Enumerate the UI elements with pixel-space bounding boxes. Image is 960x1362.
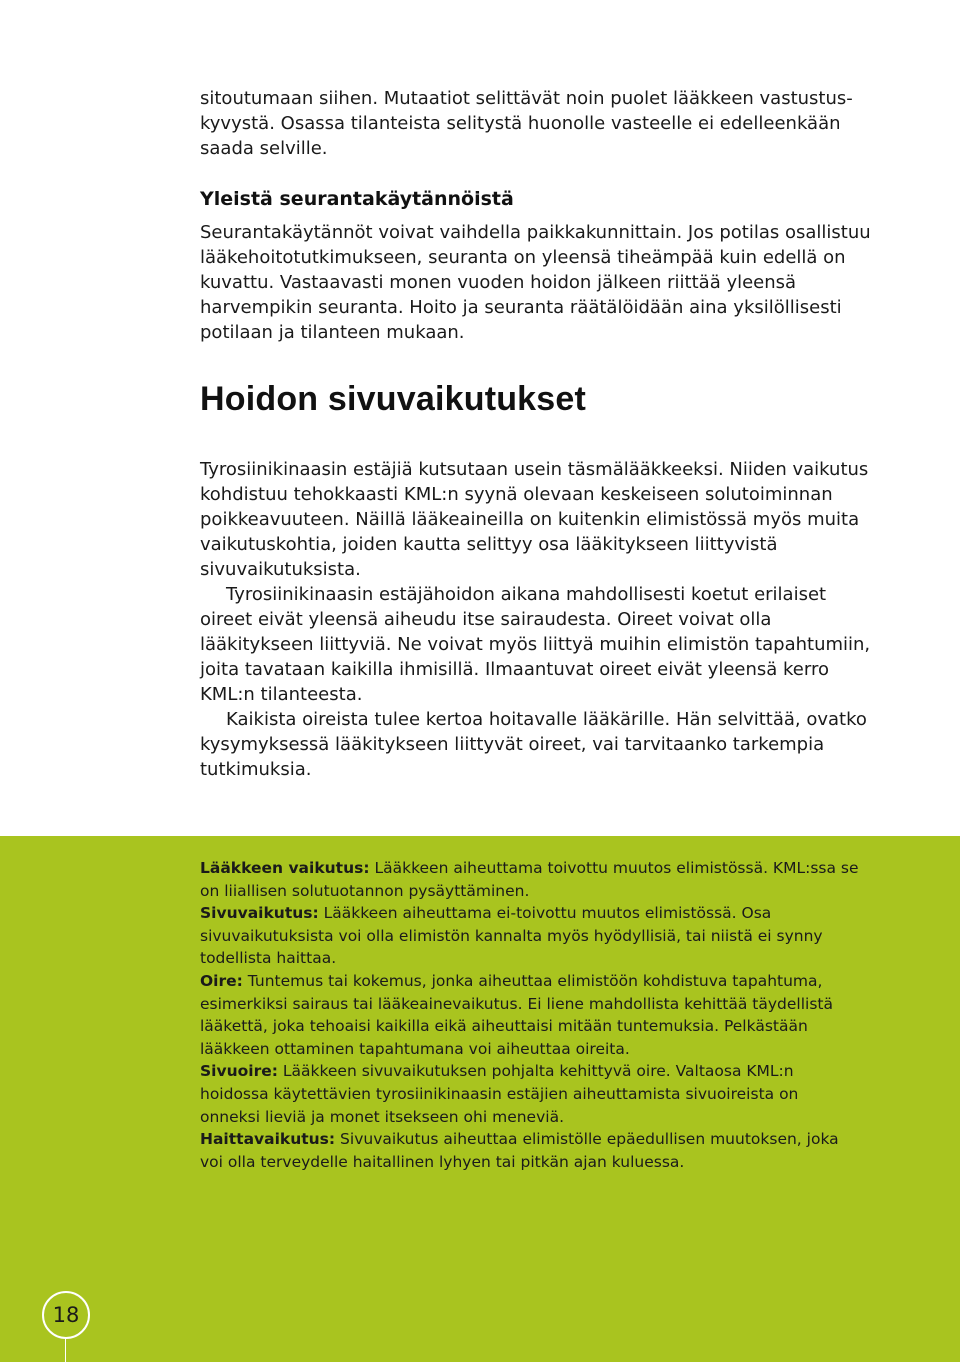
monitoring-paragraph: Seurantakäytännöt voivat vaihdella paikkakunnittain. Jos potilas osallistuu lääkehoitotutkimukseen, seuranta on yleensä tiheämpää kuin edellä on kuvattu. Vastaavasti monen vuoden hoidon jälkeen riittää yleensä harvempikin seuranta. Hoito ja seuranta räätälöidään aina yksilöllisesti potilaan ja tilanteen mukaan.: [200, 222, 871, 343]
definition-symptom: [200, 970, 860, 1060]
side-effects-paragraph-3: Kaikista oireista tulee kertoa hoitavalle lääkärille. Hän selvittää, ovatko kysymyksessä lääkitykseen liittyvät oireet, vai tarvitaanko tarkempia tutkimuksia.: [200, 709, 867, 780]
side-effects-heading: Hoidon sivuvaikutukset: [200, 380, 587, 418]
definition-text: Lääkkeen aiheuttama ei-toivottu muutos elimistössä. Osa sivuvaikutuksista voi olla elimistön kannalta myös hyödyllisiä, tai niistä ei synny todellista haittaa.: [200, 904, 823, 968]
definition-side-effect: [200, 902, 860, 970]
section-monitoring: [200, 188, 872, 345]
intro-block: [200, 86, 872, 161]
definition-text: Sivuvaikutus aiheuttaa elimistölle epäedullisen muutoksen, joka voi olla terveydelle haitallinen lyhyen tai pitkän ajan kuluessa.: [200, 1130, 839, 1171]
definition-text: Tuntemus tai kokemus, jonka aiheuttaa elimistöön kohdistuva tapahtuma, esimerkiksi sairaus tai lääkeainevaikutus. Ei liene mahdollista kehittää täydellistä lääkettä, joka tehoaisi kaikilla eikä aiheuttaisi mitään tuntemuksia. Pelkästään lääkkeen ottaminen tapahtumana voi aiheuttaa oireita.: [200, 971, 834, 1058]
definition-term: Oire:: [200, 971, 243, 990]
monitoring-heading: Yleistä seurantakäytännöistä: [200, 188, 514, 210]
definition-term: Lääkkeen vaikutus:: [200, 859, 370, 877]
definition-term: Haittavaikutus:: [200, 1130, 336, 1149]
section-side-effects: [200, 380, 872, 782]
definition-term: Sivuvaikutus:: [200, 904, 319, 923]
definition-side-symptom: [200, 1060, 860, 1128]
side-effects-paragraph-1: Tyrosiinikinaasin estäjiä kutsutaan usein täsmälääkkeeksi. Niiden vaikutus kohdistuu tehokkaasti KML:n syynä olevaan keskeiseen solutoiminnan poikkeavuuteen. Näillä lääkeaineilla on kuitenkin elimistössä myös muita vaikutuskohtia, joiden kautta selittyy osa lääkitykseen liittyvistä sivuvaikutuksista.: [200, 459, 869, 580]
page-number: 18: [42, 1291, 90, 1339]
definition-effect: [200, 857, 860, 902]
side-effects-paragraph-2: Tyrosiinikinaasin estäjähoidon aikana mahdollisesti koetut erilaiset oireet eivät yleensä aiheudu itse sairaudesta. Oireet voivat olla lääkitykseen liittyviä. Ne voivat myös liittyä muihin elimistön tapahtumiin, joita tavataan kaikilla ihmisillä. Ilmaantuvat oireet eivät yleensä kerro KML:n tilanteesta.: [200, 584, 871, 705]
definition-text: Lääkkeen sivuvaikutuksen pohjalta kehittyvä oire. Valtaosa KML:n hoidossa käytettävien tyrosiinikinaasin estäjien aiheuttamista sivuoireista on onneksi lieviä ja monet itsekseen ohi meneviä.: [200, 1062, 799, 1126]
definitions-list: [200, 857, 860, 1173]
page-number-divider: [65, 1339, 66, 1362]
definition-text: Lääkkeen aiheuttama toivottu muutos elimistössä. KML:ssa se on liiallisen solutuotannon pysäyttäminen.: [200, 859, 859, 900]
definition-term: Sivuoire:: [200, 1062, 278, 1081]
definition-adverse-effect: [200, 1128, 860, 1173]
intro-paragraph: sitoutumaan siihen. Mutaatiot selittävät noin puolet lääkkeen vastustus-kyvystä. Osassa tilanteista selitystä huonolle vasteelle ei edelleenkään saada selville.: [200, 88, 853, 159]
